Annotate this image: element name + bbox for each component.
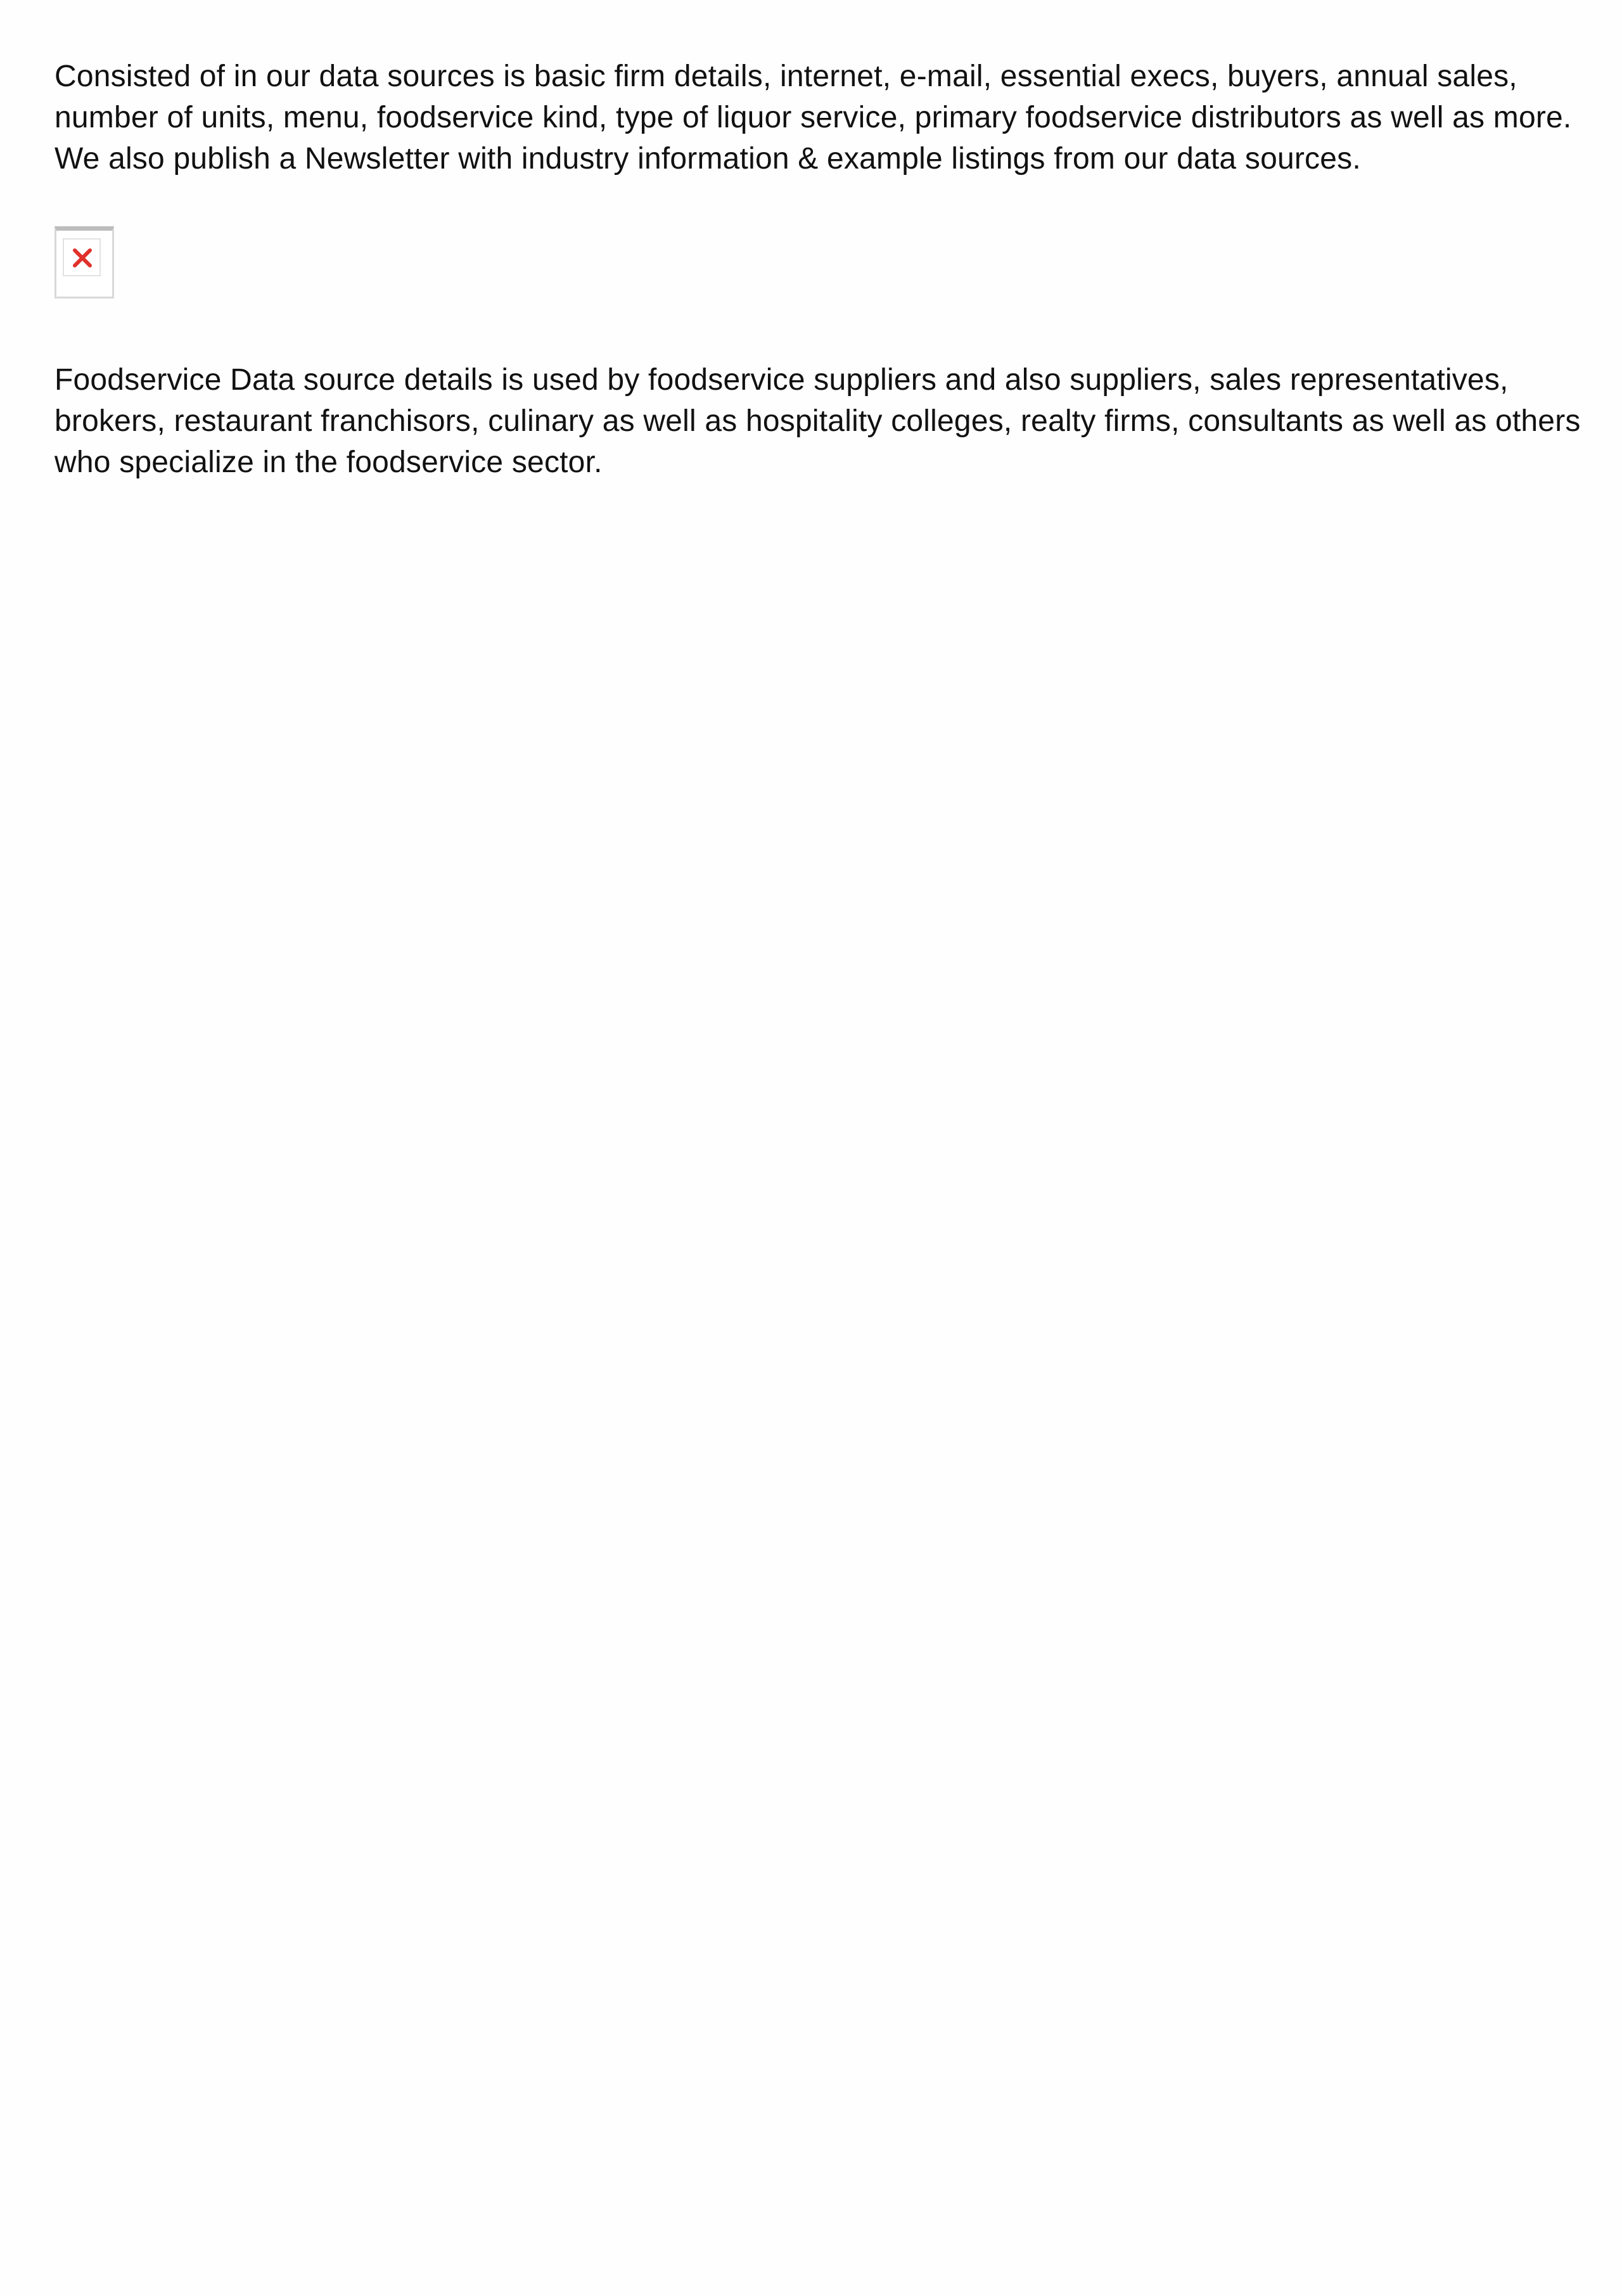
paragraph-foodservice-usage: Foodservice Data source details is used by foodservice suppliers and also suppliers, sales representatives, brokers, restaurant franchisors, culinary as well as hospitality colleges, realty firms, consultants as well as others who specialize in the foodservice sector.	[54, 363, 1581, 479]
broken-image-icon	[54, 226, 114, 298]
close-icon	[70, 246, 94, 270]
broken-image-frame	[63, 238, 101, 276]
paragraph-data-sources: Consisted of in our data sources is basic firm details, internet, e-mail, essential execs, buyers, annual sales, number of units, menu, foodservice kind, type of liquor service, primary foodservice distributors as well as more. We also publish a Newsletter with industry information & example listings from our data sources.	[54, 60, 1572, 176]
document-page	[54, 56, 1581, 483]
